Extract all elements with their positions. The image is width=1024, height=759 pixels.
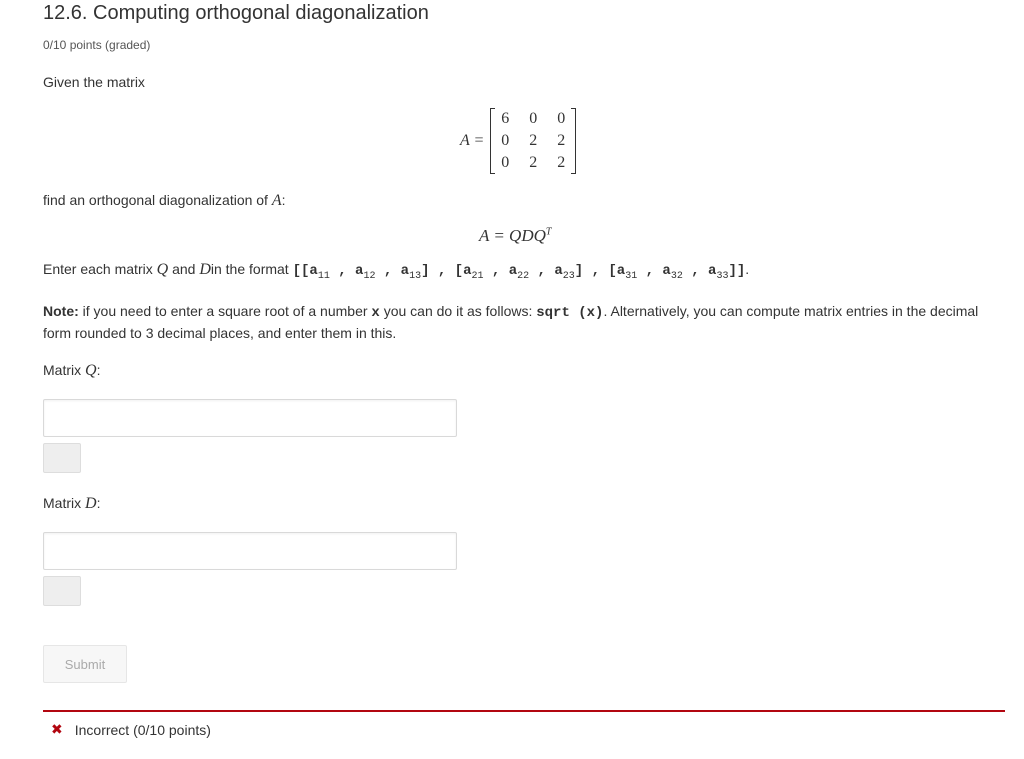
matrix-lhs: A = (460, 132, 485, 149)
close-icon: ✖ (51, 721, 63, 737)
matrix-cell: 6 (501, 110, 510, 127)
note-sqrt-code: sqrt (x) (536, 305, 604, 321)
format-var-d: D (199, 261, 211, 278)
given-text: Given the matrix (43, 74, 145, 90)
matrix-q-input[interactable] (43, 399, 457, 437)
matrix-cell: 2 (529, 132, 538, 149)
matrix-cell: 2 (557, 132, 566, 149)
problem-title: 12.6. Computing orthogonal diagonalization (43, 2, 429, 24)
result-status (51, 721, 211, 738)
matrix-grid (491, 108, 575, 174)
format-prefix: Enter each matrix (43, 261, 153, 277)
note-text-2: you can do it as follows: (383, 303, 533, 319)
matrix-d-preview-button[interactable] (43, 576, 81, 606)
matrix-cell: 2 (557, 154, 566, 171)
equation-sup: T (545, 226, 552, 238)
format-suffix: . (745, 261, 750, 277)
note-text-3: . Alternatively, you can compute matrix entries in the decimal form rounded to 3 decimal places, and enter them in this. (43, 303, 979, 341)
note-paragraph (43, 301, 1005, 343)
find-var: A (271, 192, 282, 209)
matrix-cell: 0 (529, 110, 538, 127)
matrix-cell: 0 (501, 132, 510, 149)
matrix-cell: 2 (529, 154, 538, 171)
matrix-d-label: Matrix D: (43, 495, 101, 512)
matrix-cell: 0 (557, 110, 566, 127)
matrix-q-preview-button[interactable] (43, 443, 81, 473)
note-text-1: if you need to enter a square root of a number (82, 303, 368, 319)
matrix-cell: 0 (501, 154, 510, 171)
format-middle: in the format (210, 261, 289, 277)
note-x-code: x (371, 305, 380, 321)
format-and: and (172, 261, 196, 277)
matrix-equation (460, 106, 576, 176)
find-label: find an orthogonal diagonalization of (43, 192, 268, 208)
find-suffix: : (281, 192, 286, 208)
equation-base: A = QDQ (479, 226, 546, 245)
diagonalization-equation (479, 226, 551, 246)
submit-button[interactable]: Submit (43, 645, 127, 683)
matrix-q-var: Q (85, 362, 97, 379)
format-var-q: Q (156, 261, 169, 278)
matrix-d-input[interactable] (43, 532, 457, 570)
result-divider (43, 710, 1005, 712)
find-text (43, 192, 286, 210)
result-text: Incorrect (0/10 points) (74, 721, 211, 738)
matrix-d-var: D (85, 495, 97, 512)
matrix-q-label: Matrix Q: (43, 362, 101, 379)
points-label: 0/10 points (graded) (43, 38, 151, 52)
format-instructions (43, 261, 749, 282)
format-code: [[$a_{11}$ , $a_{12}$ , $a_{13}$] , [$a_{21}$ , $a_{22}$ , $a_{23}$] , [$a_{31}$ , $a_{32}$ , $a_{33}$]] (292, 263, 746, 282)
right-bracket (571, 108, 576, 174)
note-label: Note: (43, 303, 79, 319)
